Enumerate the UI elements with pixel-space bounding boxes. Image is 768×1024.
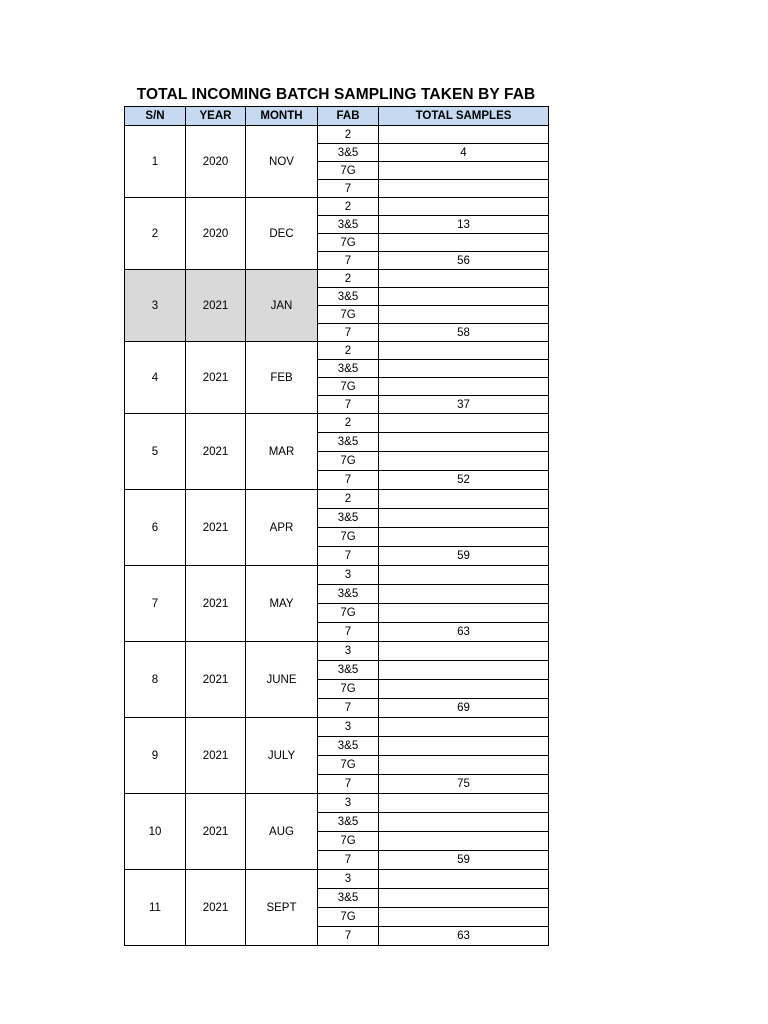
- table-body: [125, 126, 549, 946]
- cell-fab: 3&5: [318, 889, 379, 908]
- table-header-row: [125, 107, 549, 126]
- cell-month: SEPT: [246, 870, 318, 946]
- cell-fab: 7: [318, 324, 379, 342]
- table-row: [125, 270, 549, 288]
- cell-fab: 7: [318, 252, 379, 270]
- table-row: [125, 490, 549, 509]
- cell-fab: 3&5: [318, 509, 379, 528]
- cell-total-samples: [379, 604, 549, 623]
- table-row: [125, 566, 549, 585]
- header-fab: FAB: [318, 107, 379, 126]
- cell-fab: 7G: [318, 908, 379, 927]
- cell-year: 2021: [186, 566, 246, 642]
- cell-month: AUG: [246, 794, 318, 870]
- cell-month: JUNE: [246, 642, 318, 718]
- cell-fab: 3&5: [318, 585, 379, 604]
- cell-fab: 7G: [318, 452, 379, 471]
- cell-month: MAY: [246, 566, 318, 642]
- cell-fab: 3&5: [318, 813, 379, 832]
- cell-month: APR: [246, 490, 318, 566]
- cell-total-samples: [379, 270, 549, 288]
- cell-sn: 8: [125, 642, 186, 718]
- cell-fab: 7: [318, 775, 379, 794]
- cell-fab: 7G: [318, 756, 379, 775]
- cell-fab: 2: [318, 126, 379, 144]
- cell-total-samples: 59: [379, 851, 549, 870]
- cell-total-samples: [379, 870, 549, 889]
- table-row: [125, 414, 549, 433]
- cell-year: 2021: [186, 490, 246, 566]
- cell-month: MAR: [246, 414, 318, 490]
- header-total-samples: TOTAL SAMPLES: [379, 107, 549, 126]
- sheet-title: TOTAL INCOMING BATCH SAMPLING TAKEN BY FAB: [136, 86, 536, 103]
- cell-total-samples: [379, 832, 549, 851]
- cell-fab: 2: [318, 490, 379, 509]
- cell-total-samples: [379, 661, 549, 680]
- cell-fab: 3&5: [318, 433, 379, 452]
- cell-total-samples: [379, 528, 549, 547]
- cell-total-samples: [379, 756, 549, 775]
- header-year: YEAR: [186, 107, 246, 126]
- header-sn: S/N: [125, 107, 186, 126]
- cell-total-samples: [379, 414, 549, 433]
- cell-fab: 3: [318, 566, 379, 585]
- cell-total-samples: [379, 198, 549, 216]
- cell-total-samples: [379, 718, 549, 737]
- cell-year: 2020: [186, 198, 246, 270]
- cell-total-samples: [379, 566, 549, 585]
- cell-fab: 7: [318, 927, 379, 946]
- sampling-table: [124, 106, 549, 946]
- cell-sn: 7: [125, 566, 186, 642]
- cell-fab: 3: [318, 794, 379, 813]
- cell-fab: 3&5: [318, 360, 379, 378]
- table-row: [125, 870, 549, 889]
- cell-total-samples: 69: [379, 699, 549, 718]
- table-row: [125, 718, 549, 737]
- cell-total-samples: 75: [379, 775, 549, 794]
- cell-year: 2020: [186, 126, 246, 198]
- cell-fab: 7G: [318, 234, 379, 252]
- cell-total-samples: [379, 126, 549, 144]
- cell-sn: 3: [125, 270, 186, 342]
- cell-fab: 7G: [318, 306, 379, 324]
- cell-fab: 2: [318, 414, 379, 433]
- cell-total-samples: 56: [379, 252, 549, 270]
- cell-total-samples: [379, 452, 549, 471]
- cell-sn: 6: [125, 490, 186, 566]
- cell-sn: 11: [125, 870, 186, 946]
- cell-total-samples: 37: [379, 396, 549, 414]
- cell-total-samples: [379, 378, 549, 396]
- cell-month: DEC: [246, 198, 318, 270]
- cell-total-samples: 63: [379, 623, 549, 642]
- cell-total-samples: [379, 306, 549, 324]
- cell-fab: 2: [318, 198, 379, 216]
- cell-fab: 7: [318, 623, 379, 642]
- cell-fab: 7G: [318, 832, 379, 851]
- header-month: MONTH: [246, 107, 318, 126]
- cell-total-samples: 59: [379, 547, 549, 566]
- cell-year: 2021: [186, 718, 246, 794]
- cell-sn: 5: [125, 414, 186, 490]
- cell-total-samples: [379, 490, 549, 509]
- cell-fab: 7G: [318, 378, 379, 396]
- cell-fab: 7: [318, 180, 379, 198]
- cell-sn: 9: [125, 718, 186, 794]
- cell-fab: 3&5: [318, 144, 379, 162]
- table-row: [125, 794, 549, 813]
- cell-total-samples: [379, 794, 549, 813]
- cell-fab: 2: [318, 270, 379, 288]
- cell-total-samples: [379, 162, 549, 180]
- cell-year: 2021: [186, 870, 246, 946]
- cell-total-samples: [379, 509, 549, 528]
- cell-fab: 7: [318, 547, 379, 566]
- cell-fab: 7: [318, 396, 379, 414]
- cell-total-samples: [379, 680, 549, 699]
- cell-total-samples: [379, 889, 549, 908]
- cell-fab: 3: [318, 870, 379, 889]
- cell-fab: 3&5: [318, 661, 379, 680]
- table-row: [125, 342, 549, 360]
- cell-year: 2021: [186, 642, 246, 718]
- cell-fab: 7G: [318, 680, 379, 699]
- cell-fab: 3&5: [318, 288, 379, 306]
- cell-total-samples: [379, 908, 549, 927]
- cell-total-samples: [379, 642, 549, 661]
- cell-month: FEB: [246, 342, 318, 414]
- cell-fab: 3&5: [318, 737, 379, 756]
- cell-month: JULY: [246, 718, 318, 794]
- cell-total-samples: 52: [379, 471, 549, 490]
- cell-year: 2021: [186, 794, 246, 870]
- cell-sn: 10: [125, 794, 186, 870]
- cell-fab: 2: [318, 342, 379, 360]
- cell-fab: 7: [318, 851, 379, 870]
- table-row: [125, 642, 549, 661]
- cell-total-samples: 13: [379, 216, 549, 234]
- cell-fab: 7: [318, 471, 379, 490]
- cell-sn: 2: [125, 198, 186, 270]
- cell-total-samples: 4: [379, 144, 549, 162]
- cell-total-samples: 63: [379, 927, 549, 946]
- cell-total-samples: [379, 342, 549, 360]
- cell-fab: 7G: [318, 528, 379, 547]
- cell-total-samples: [379, 737, 549, 756]
- cell-year: 2021: [186, 270, 246, 342]
- table-row: [125, 126, 549, 144]
- cell-fab: 7: [318, 699, 379, 718]
- cell-fab: 3&5: [318, 216, 379, 234]
- cell-total-samples: [379, 585, 549, 604]
- cell-total-samples: 58: [379, 324, 549, 342]
- cell-total-samples: [379, 288, 549, 306]
- cell-month: JAN: [246, 270, 318, 342]
- cell-total-samples: [379, 234, 549, 252]
- cell-total-samples: [379, 360, 549, 378]
- cell-sn: 1: [125, 126, 186, 198]
- cell-fab: 7G: [318, 162, 379, 180]
- table-row: [125, 198, 549, 216]
- cell-fab: 7G: [318, 604, 379, 623]
- cell-fab: 3: [318, 642, 379, 661]
- cell-total-samples: [379, 813, 549, 832]
- cell-fab: 3: [318, 718, 379, 737]
- cell-year: 2021: [186, 414, 246, 490]
- cell-month: NOV: [246, 126, 318, 198]
- cell-year: 2021: [186, 342, 246, 414]
- cell-sn: 4: [125, 342, 186, 414]
- cell-total-samples: [379, 433, 549, 452]
- cell-total-samples: [379, 180, 549, 198]
